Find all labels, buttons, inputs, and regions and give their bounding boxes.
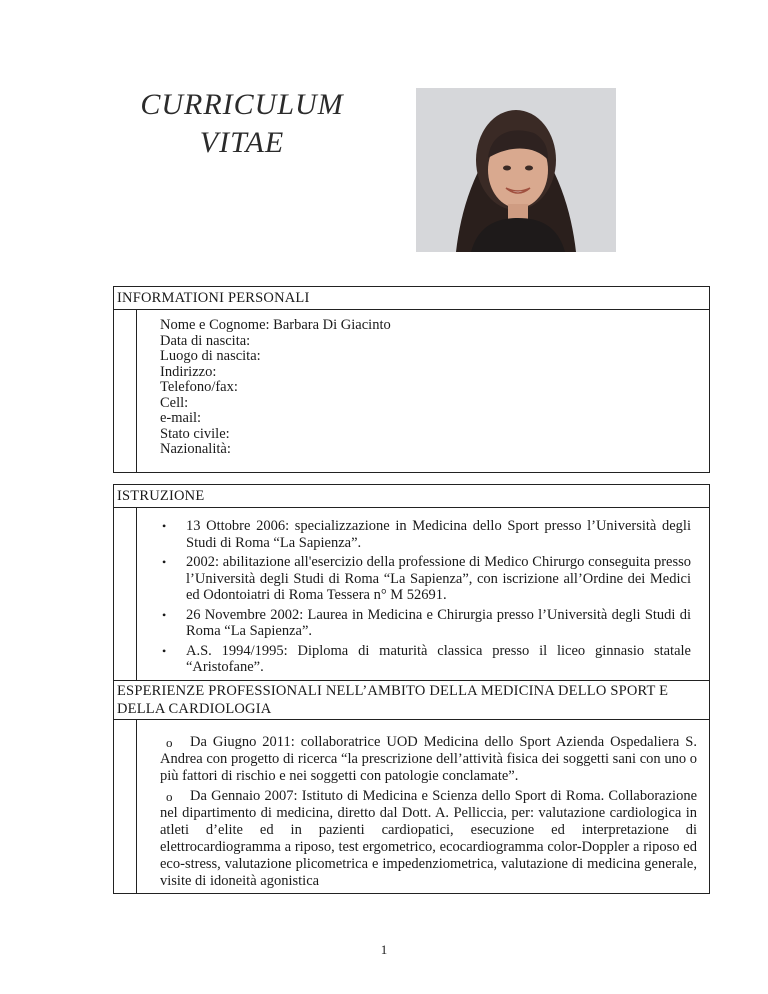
experience-item: o Da Giugno 2011: collaboratrice UOD Medicina dello Sport Azienda Ospedaliera S. Andrea con progetto di ricerca “la prescrizione dell’attività fisica dei soggetti sani con uno o più fattori di rischio e nei soggetti con patologie conclamate”. <box>160 734 697 785</box>
profile-photo <box>416 88 616 252</box>
experience-item: o Da Gennaio 2007: Istituto di Medicina e Scienza dello Sport di Roma. Collaborazione nel dipartimento di medicina, diretto dal Dott. A. Pelliccia, per: valutazione cardiologica in atleti d’elite ed in pazienti cardiopatici, esecuzione ed interpretazione di elettrocardiogramma a riposo, test ergometrico, ecocardiogramma color-Doppler a riposo ed eco-stress, valutazione plicometrica e impedenziometrica, valutazione di medicina generale, visite di idoneità agonistica <box>160 788 697 890</box>
education-body <box>113 508 710 686</box>
education-heading: ISTRUZIONE <box>113 484 710 508</box>
field-cell: Cell: <box>160 394 189 411</box>
field-telefono: Telefono/fax: <box>160 379 238 395</box>
education-item: • 13 Ottobre 2006: specializzazione in Medicina dello Sport presso l’Università degli Studi di Roma “La Sapienza”. <box>186 518 691 551</box>
field-indirizzo: Indirizzo: <box>160 363 217 380</box>
education-section <box>113 484 710 686</box>
cv-title-line1: CURRICULUM <box>140 88 344 121</box>
field-nazionalita: Nazionalità: <box>160 441 231 457</box>
experience-heading: ESPERIENZE PROFESSIONALI NELL’AMBITO DELLA MEDICINA DELLO SPORT E DELLA CARDIOLOGIA <box>113 680 710 720</box>
education-item: • A.S. 1994/1995: Diploma di maturità classica presso il liceo ginnasio statale “Aristofane”. <box>186 643 691 676</box>
field-data-nascita: Data di nascita: <box>160 332 251 349</box>
page-number: 1 <box>380 942 388 957</box>
personal-info-heading: INFORMATIONI PERSONALI <box>113 286 710 310</box>
personal-info-section <box>113 286 710 473</box>
field-nome: Nome e Cognome: Barbara Di Giacinto <box>160 317 391 333</box>
field-stato-civile: Stato civile: <box>160 425 230 442</box>
experience-body <box>113 720 710 894</box>
education-item: • 2002: abilitazione all'esercizio della professione di Medico Chirurgo conseguita presso l’Università degli Studi di Roma “La Sapienza”, con iscrizione all’Ordine dei Medici ed Odontoiatri di Roma Tessera n° M 52691. <box>186 554 691 604</box>
education-item: • 26 Novembre 2002: Laurea in Medicina e Chirurgia presso l’Università degli Studi di Roma “La Sapienza”. <box>186 607 691 640</box>
experience-section <box>113 680 710 894</box>
field-email: e-mail: <box>160 410 202 426</box>
personal-info-body <box>113 310 710 473</box>
cv-title <box>112 86 372 162</box>
field-luogo-nascita: Luogo di nascita: <box>160 348 261 364</box>
cv-title-line2: VITAE <box>199 126 285 159</box>
